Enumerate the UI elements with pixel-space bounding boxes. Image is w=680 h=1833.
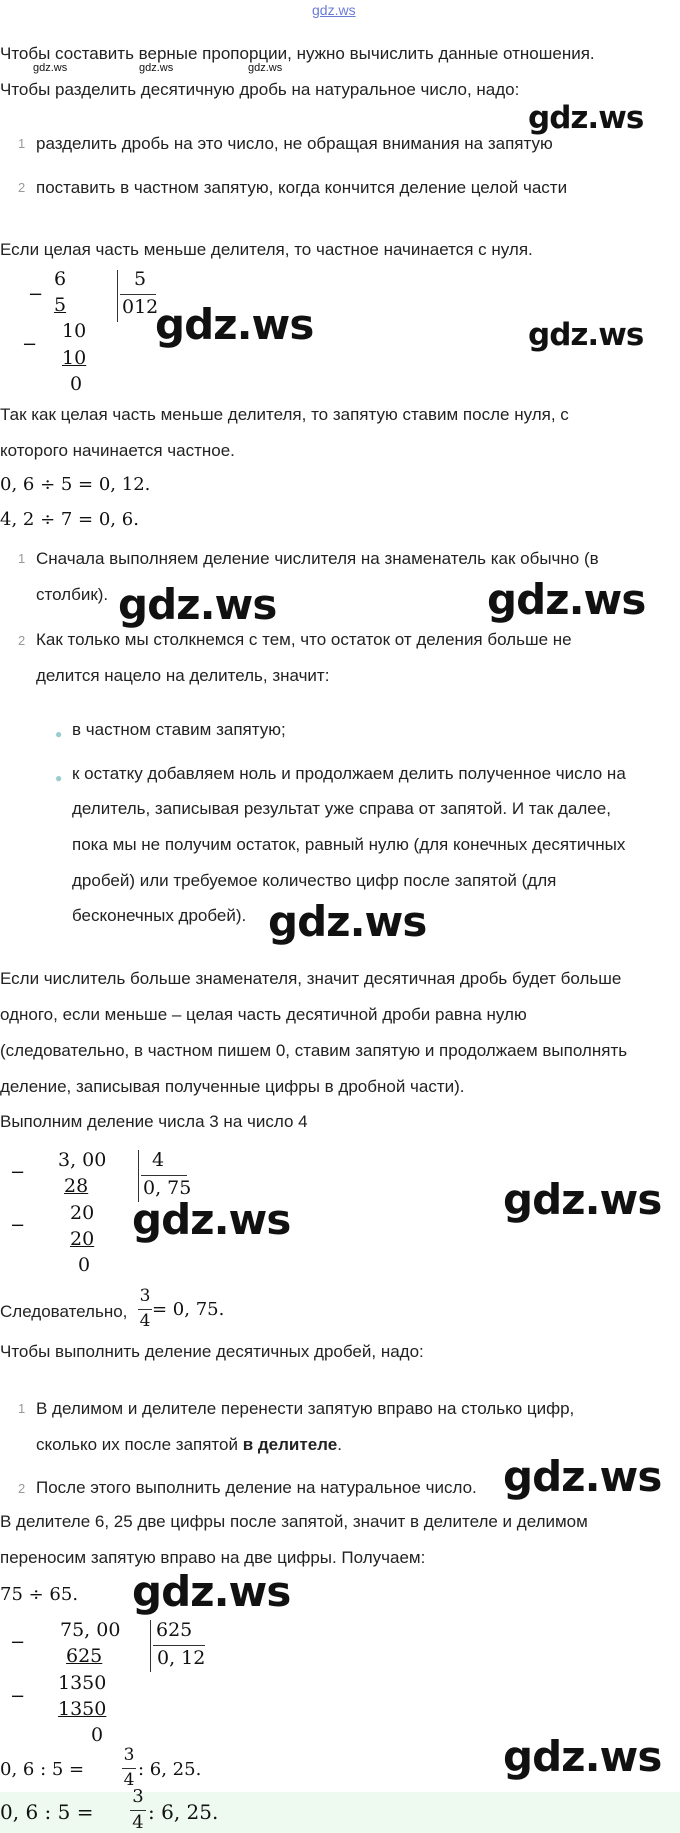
watermark-11: gdz.ws: [503, 1732, 662, 1781]
list-item: Как только мы столкнемся с тем, что остаток от деления больше не: [36, 630, 572, 649]
fraction-denominator: 4: [139, 1311, 151, 1331]
subtrahend: 1350: [58, 1698, 107, 1720]
top-watermark: gdz.ws: [312, 2, 356, 18]
divisor: 4: [152, 1149, 165, 1171]
watermark-7: gdz.ws: [503, 1175, 662, 1224]
bullet-item: к остатку добавляем ноль и продолжаем делить полученное число на: [72, 764, 626, 783]
small-watermark-2: gdz.ws: [139, 62, 174, 74]
watermark-9: gdz.ws: [503, 1452, 662, 1501]
minus-sign: −: [22, 334, 38, 355]
list-item: Сначала выполняем деление числителя на знаменатель как обычно (в: [36, 549, 599, 568]
list-item: сколько их после запятой в делителе.: [36, 1435, 342, 1454]
therefore-label: Следовательно,: [0, 1302, 128, 1321]
watermark-1: gdz.ws: [528, 100, 644, 136]
list-number: 2: [18, 1481, 26, 1496]
minus-sign: −: [10, 1686, 26, 1707]
list-item: поставить в частном запятую, когда кончится деление целой части: [36, 178, 568, 197]
final-equation-prefix: 0, 6 : 5 =: [0, 1759, 85, 1780]
remainder: 0: [70, 373, 83, 395]
paragraph-numerator-1: Если числитель больше знаменателя, значит десятичная дробь будет больше: [0, 969, 622, 988]
watermark-5: gdz.ws: [487, 575, 646, 624]
bullet-item: дробей) или требуемое количество цифр после запятой (для: [72, 871, 557, 890]
answer-equation-suffix: : 6, 25.: [148, 1800, 219, 1824]
paragraph-comma-line-2: которого начинается частное.: [0, 441, 235, 460]
paragraph-divide: Выполним деление числа 3 на число 4: [0, 1112, 308, 1131]
fraction-numerator: 3: [139, 1286, 151, 1306]
paragraph-comma-line-1: Так как целая часть меньше делителя, то запятую ставим после нуля, с: [0, 405, 569, 424]
list-item: После этого выполнить деление на натуральное число.: [36, 1478, 477, 1497]
fraction-numerator: 3: [123, 1745, 135, 1765]
quotient: 0, 12: [157, 1647, 206, 1669]
equation-2: 4, 2 ÷ 7 = 0, 6.: [0, 509, 139, 530]
dividend: 3, 00: [58, 1149, 107, 1171]
remainder: 20: [70, 1202, 95, 1224]
paragraph-numerator-4: деление, записывая полученные цифры в дробной части).: [0, 1077, 465, 1096]
answer-highlight: [0, 1792, 680, 1833]
list-number: 1: [18, 551, 26, 566]
bullet-item: в частном ставим запятую;: [72, 720, 286, 739]
subtrahend: 5: [54, 294, 67, 316]
remainder: 0: [78, 1254, 91, 1276]
dividend: 6: [54, 268, 67, 290]
list-number: 2: [18, 180, 26, 195]
minus-sign: −: [10, 1632, 26, 1653]
watermark-3: gdz.ws: [528, 317, 644, 353]
paragraph-numerator-2: одного, если меньше – целая часть десятичной дроби равна нулю: [0, 1005, 527, 1024]
remainder: 1350: [58, 1672, 107, 1694]
watermark-4: gdz.ws: [118, 580, 277, 629]
answer-equation-prefix: 0, 6 : 5 =: [0, 1800, 94, 1824]
small-watermark-3: gdz.ws: [248, 62, 283, 74]
therefore-result: = 0, 75.: [152, 1299, 225, 1320]
small-watermark-1: gdz.ws: [33, 62, 68, 74]
bullet-item: пока мы не получим остаток, равный нулю (для конечных десятичных: [72, 835, 626, 854]
bold-text: в делителе: [242, 1435, 338, 1454]
subtrahend: 28: [64, 1175, 89, 1197]
watermark-10: gdz.ws: [132, 1567, 291, 1616]
bullet-icon: ●: [55, 771, 63, 785]
fraction-denominator: 4: [123, 1770, 135, 1790]
list-item: разделить дробь на это число, не обращая внимания на запятую: [36, 134, 553, 153]
paragraph-zero: Если целая часть меньше делителя, то частное начинается с нуля.: [0, 240, 533, 259]
equation-1: 0, 6 ÷ 5 = 0, 12.: [0, 474, 151, 495]
divisor: 625: [156, 1619, 193, 1641]
minus-sign: −: [28, 284, 44, 305]
fraction-numerator: 3: [132, 1786, 144, 1807]
list-item: столбик).: [36, 585, 109, 604]
subtrahend: 625: [66, 1645, 103, 1667]
bullet-item: делитель, записывая результат уже справа от запятой. И так далее,: [72, 799, 611, 818]
intro-line-2: Чтобы разделить десятичную дробь на натуральное число, надо:: [0, 80, 520, 99]
list-number: 1: [18, 1401, 26, 1416]
quotient: 012: [122, 296, 159, 318]
remainder: 10: [62, 320, 87, 342]
fraction-denominator: 4: [132, 1812, 144, 1833]
list-item: делится нацело на делитель, значит:: [36, 666, 330, 685]
intro-line-1: Чтобы составить верные пропорции, нужно вычислить данные отношения.: [0, 44, 595, 63]
list-number: 1: [18, 136, 26, 151]
minus-sign: −: [10, 1162, 26, 1183]
remainder: 0: [91, 1724, 104, 1746]
bullet-item: бесконечных дробей).: [72, 906, 247, 925]
paragraph-numerator-3: (следовательно, в частном пишем 0, ставим запятую и продолжаем выполнять: [0, 1041, 628, 1060]
equation-3: 75 ÷ 65.: [0, 1584, 79, 1605]
final-equation-suffix: : 6, 25.: [138, 1759, 202, 1780]
divisor: 5: [134, 268, 147, 290]
watermark-2: gdz.ws: [155, 300, 314, 349]
paragraph-decimal: Чтобы выполнить деление десятичных дробей, надо:: [0, 1342, 424, 1361]
minus-sign: −: [10, 1215, 26, 1236]
list-item: В делимом и делителе перенести запятую вправо на столько цифр,: [36, 1399, 575, 1418]
subtrahend: 10: [62, 347, 87, 369]
list-number: 2: [18, 633, 26, 648]
dividend: 75, 00: [60, 1619, 121, 1641]
bullet-icon: ●: [55, 727, 63, 741]
watermark-6: gdz.ws: [268, 897, 427, 946]
quotient: 0, 75: [143, 1177, 192, 1199]
watermark-8: gdz.ws: [132, 1195, 291, 1244]
paragraph-divisor-2: переносим запятую вправо на две цифры. Получаем:: [0, 1548, 426, 1567]
subtrahend: 20: [70, 1228, 95, 1250]
paragraph-divisor-1: В делителе 6, 25 две цифры после запятой, значит в делителе и делимом: [0, 1512, 588, 1531]
